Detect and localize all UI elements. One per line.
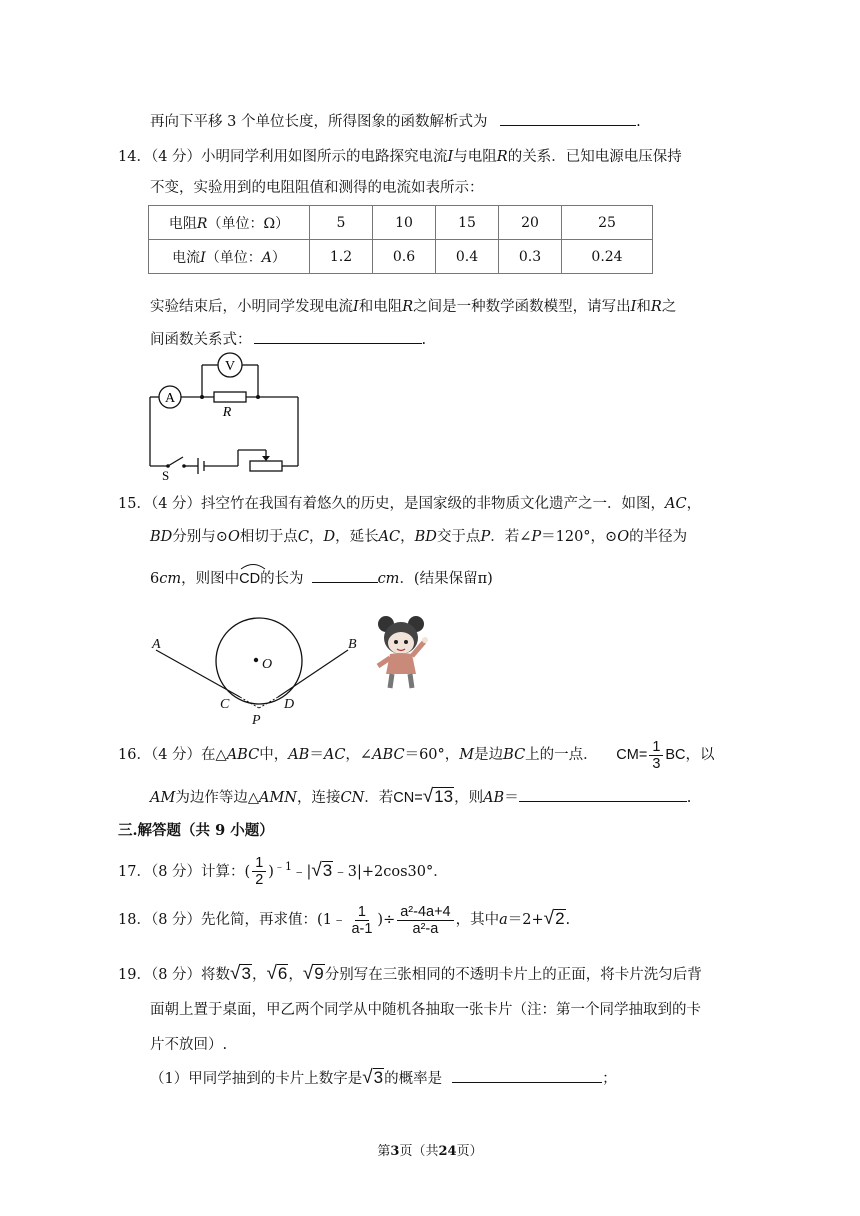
q15-line2: BD分别与⊙O相切于点C，D，延长AC，BD交于点P．若∠P＝120°，⊙O的半径为 bbox=[150, 529, 688, 545]
fraction-1-over-a-minus-1: $\frac{1}{a-1}$ bbox=[351, 903, 373, 937]
arc-notation: CD bbox=[239, 569, 260, 589]
page-footer: 第3页（共24页） bbox=[377, 1144, 483, 1159]
switch-label: S bbox=[162, 468, 170, 480]
resistance-current-table bbox=[148, 205, 653, 274]
label-d: D bbox=[284, 697, 295, 712]
answer-blank bbox=[312, 568, 378, 583]
q16-line2: AM为边作等边△AMN，连接CN．若CN= √ 13 ，则AB＝ . bbox=[150, 786, 692, 807]
table-cell: 20 bbox=[499, 206, 562, 240]
answer-blank bbox=[452, 1068, 602, 1083]
q14-line1: 14．（4 分）小明同学利用如图所示的电路探究电流I与电阻R的关系．已知电源电压保持 bbox=[118, 149, 682, 165]
q15-line3: 6cm，则图中 CD的长为 cm．(结果保留π) bbox=[150, 568, 493, 589]
arc-mark bbox=[239, 562, 267, 570]
table-cell: 1.2 bbox=[310, 240, 373, 274]
q19-line1: 19．（8 分）将数 √ 3 ， √ 6 ， √ 9 分别写在三张相同的不透明卡片上的正面，将卡片洗匀后背 bbox=[118, 963, 702, 984]
sqrt-3: √ 3 bbox=[362, 1067, 384, 1088]
label-p: P bbox=[252, 713, 261, 728]
sqrt-9: √ 9 bbox=[302, 963, 324, 984]
answer-blank bbox=[519, 787, 687, 802]
table-cell: 15 bbox=[436, 206, 499, 240]
q13-tail: 再向下平移 3 个单位长度，所得图象的函数解析式为 . bbox=[150, 111, 641, 132]
fraction-one-third: $\frac{1}{3}$ bbox=[649, 739, 663, 772]
q19-sub1: （1）甲同学抽到的卡片上数字是 √ 3 的概率是 ； bbox=[150, 1067, 617, 1088]
circuit-diagram bbox=[140, 348, 310, 480]
sqrt-13: √ 13 bbox=[422, 786, 454, 807]
center-point bbox=[254, 658, 258, 662]
q17: 17．（8 分）计算：( $\frac{1}{2}$ )$^{﹣1}$﹣| √ 3 ﹣3|+2cos30°． bbox=[118, 855, 448, 889]
table-cell: 5 bbox=[310, 206, 373, 240]
table-cell: 25 bbox=[562, 206, 653, 240]
answer-blank bbox=[254, 329, 422, 344]
table-row bbox=[149, 240, 653, 274]
table-cell: 10 bbox=[373, 206, 436, 240]
sqrt-6: √ 6 bbox=[266, 963, 288, 984]
table-row-header: 电流I（单位：A） bbox=[149, 240, 310, 274]
voltmeter-label: V bbox=[224, 359, 236, 374]
q19-line3: 片不放回）. bbox=[150, 1037, 228, 1053]
ammeter-label: A bbox=[164, 391, 176, 406]
q16-line1: 16．（4 分）在△ABC中，AB＝AC，∠ABC＝60°，M是边BC上的一点． CM= $\frac{1}{3}$ BC，以 bbox=[118, 738, 715, 772]
sqrt-3: √ 3 bbox=[230, 963, 251, 984]
sqrt-2: √ 2 bbox=[543, 908, 565, 929]
table-row-header: 电阻R（单位：Ω） bbox=[149, 206, 310, 240]
label-b: B bbox=[348, 637, 357, 652]
tangent-circle-figure bbox=[148, 610, 370, 730]
q18: 18．（8 分）先化简，再求值：(1﹣ $\frac{1}{a-1}$ )÷ $\frac{\text{a²-4a+4}}{\text{a²-a}}$ ，其中a＝2+ √ 2 . bbox=[118, 903, 571, 937]
fraction-one-half: $\frac{1}{2}$ bbox=[252, 855, 266, 888]
q14-after1: 实验结束后，小明同学发现电流I和电阻R之间是一种数学函数模型，请写出I和R之 bbox=[150, 299, 677, 315]
section-heading: 三.解答题（共 9 小题） bbox=[118, 822, 274, 839]
label-a: A bbox=[152, 637, 161, 652]
q15-line1: 15．（4 分）抖空竹在我国有着悠久的历史，是国家级的非物质文化遗产之一．如图，AC， bbox=[118, 496, 702, 512]
resistor-label: R bbox=[222, 405, 232, 420]
cartoon-girl-illustration bbox=[372, 612, 430, 692]
q19-line2: 面朝上置于桌面，甲乙两个同学从中随机各抽取一张卡片（注：第一个同学抽取到的卡 bbox=[150, 1002, 701, 1018]
answer-blank bbox=[500, 111, 636, 126]
table-row bbox=[149, 206, 653, 240]
label-o: O bbox=[262, 657, 273, 672]
sqrt-3: √ 3 bbox=[311, 859, 333, 881]
label-c: C bbox=[220, 697, 230, 712]
q14-after2: 间函数关系式： . bbox=[150, 329, 426, 350]
fraction-quadratic: $\frac{\text{a²-4a+4}}{\text{a²-a}}$ bbox=[397, 904, 453, 937]
table-cell: 0.3 bbox=[499, 240, 562, 274]
q14-line2: 不变，实验用到的电阻阻值和测得的电流如表所示： bbox=[150, 180, 484, 196]
table-cell: 0.6 bbox=[373, 240, 436, 274]
table-cell: 0.24 bbox=[562, 240, 653, 274]
table-cell: 0.4 bbox=[436, 240, 499, 274]
